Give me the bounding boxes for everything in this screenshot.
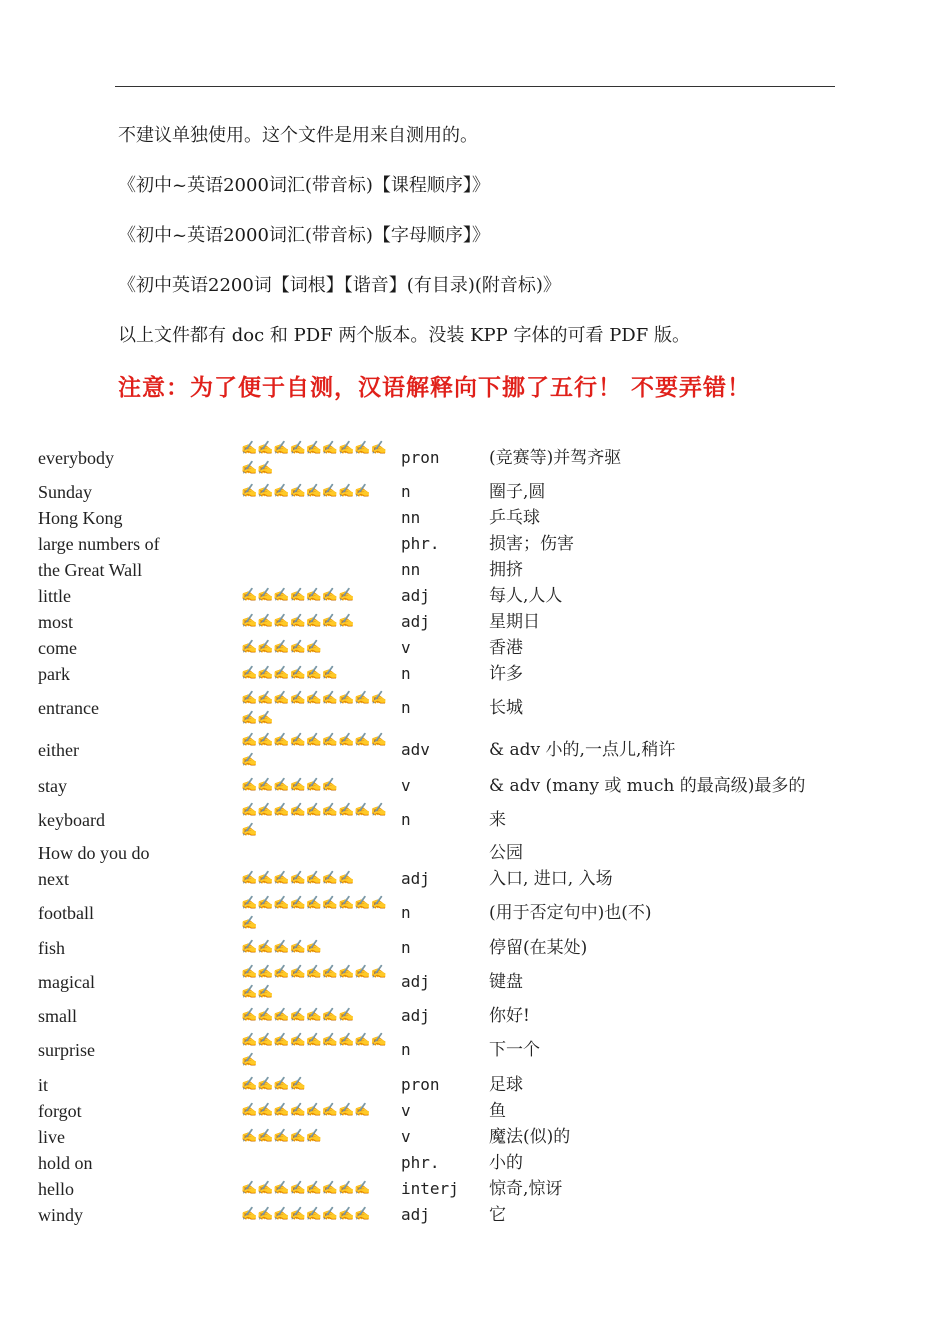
part-of-speech: n <box>401 698 411 717</box>
chinese-meaning: (用于否定句中)也(不) <box>489 903 652 923</box>
english-word: keyboard <box>38 810 105 830</box>
english-word: hold on <box>38 1153 93 1173</box>
part-of-speech: interj <box>401 1179 459 1198</box>
phonetic-placeholder: ✍✍✍✍ <box>241 1077 306 1092</box>
english-word: come <box>38 638 77 658</box>
chinese-meaning: 下一个 <box>489 1040 540 1060</box>
english-word: stay <box>38 776 67 796</box>
phonetic-placeholder: ✍✍✍✍✍ <box>241 1129 322 1144</box>
phonetic-placeholder: ✍✍✍✍✍✍✍✍ <box>241 1181 371 1196</box>
phonetic-placeholder: ✍✍✍✍✍✍✍✍✍✍✍ <box>241 965 387 1000</box>
chinese-meaning: 每人,人人 <box>489 586 563 606</box>
phonetic-placeholder: ✍✍✍✍✍✍✍✍✍✍ <box>241 1033 387 1068</box>
chinese-meaning: 鱼 <box>489 1101 506 1121</box>
part-of-speech: v <box>401 638 411 657</box>
intro-line-2: 《初中~英语2000词汇(带音标)【课程顺序】》 <box>118 175 490 196</box>
part-of-speech: v <box>401 776 411 795</box>
phonetic-placeholder: ✍✍✍✍✍✍✍ <box>241 588 355 603</box>
part-of-speech: nn <box>401 560 421 579</box>
english-word: it <box>38 1075 49 1095</box>
english-word: most <box>38 612 74 632</box>
english-word: fish <box>38 938 65 958</box>
part-of-speech: n <box>401 903 411 922</box>
chinese-meaning: 入口, 进口, 入场 <box>489 869 613 889</box>
phonetic-placeholder: ✍✍✍✍✍✍ <box>241 666 339 681</box>
english-word: little <box>38 586 71 606</box>
phonetic-placeholder: ✍✍✍✍✍✍✍✍✍✍✍ <box>241 691 387 726</box>
chinese-meaning: 它 <box>489 1205 506 1225</box>
chinese-meaning: 长城 <box>489 698 523 718</box>
part-of-speech: n <box>401 810 411 829</box>
part-of-speech: adv <box>401 740 430 759</box>
chinese-meaning: 小的 <box>489 1153 523 1173</box>
chinese-meaning: 星期日 <box>489 612 540 632</box>
part-of-speech: nn <box>401 508 421 527</box>
intro-line-4: 《初中英语2200词【词根】【谐音】(有目录)(附音标)》 <box>118 275 561 296</box>
part-of-speech: adj <box>401 972 430 991</box>
english-word: entrance <box>38 698 99 718</box>
english-word: next <box>38 869 69 889</box>
english-word: the Great Wall <box>38 560 143 580</box>
part-of-speech: adj <box>401 1205 430 1224</box>
intro-line-1: 不建议单独使用。这个文件是用来自测用的。 <box>118 125 478 146</box>
part-of-speech: pron <box>401 1075 440 1094</box>
english-word: Sunday <box>38 482 92 502</box>
english-word: surprise <box>38 1040 95 1060</box>
english-word: magical <box>38 972 95 992</box>
part-of-speech: phr. <box>401 534 440 553</box>
chinese-meaning: 乒乓球 <box>489 508 540 528</box>
english-word: windy <box>38 1205 83 1225</box>
chinese-meaning: 魔法(似)的 <box>489 1127 571 1147</box>
chinese-meaning: (竞赛等)并驾齐驱 <box>489 448 622 468</box>
english-word: small <box>38 1006 77 1026</box>
part-of-speech: n <box>401 1040 411 1059</box>
warning-notice: 注意：为了便于自测，汉语解释向下挪了五行！ 不要弄错！ <box>118 375 752 401</box>
chinese-meaning: 公园 <box>489 843 523 863</box>
phonetic-placeholder: ✍✍✍✍✍✍✍✍ <box>241 1103 371 1118</box>
english-word: forgot <box>38 1101 82 1121</box>
part-of-speech: phr. <box>401 1153 440 1172</box>
phonetic-placeholder: ✍✍✍✍✍✍✍ <box>241 871 355 886</box>
chinese-meaning: 你好! <box>489 1006 530 1026</box>
chinese-meaning: 许多 <box>489 664 523 684</box>
phonetic-placeholder: ✍✍✍✍✍ <box>241 640 322 655</box>
part-of-speech: adj <box>401 869 430 888</box>
intro-line-3: 《初中~英语2000词汇(带音标)【字母顺序】》 <box>118 225 490 246</box>
chinese-meaning: 损害；伤害 <box>489 534 574 554</box>
header-rule <box>115 86 835 87</box>
phonetic-placeholder: ✍✍✍✍✍✍ <box>241 778 339 793</box>
english-word: large numbers of <box>38 534 160 554</box>
part-of-speech: v <box>401 1101 411 1120</box>
part-of-speech: v <box>401 1127 411 1146</box>
part-of-speech: n <box>401 938 411 957</box>
chinese-meaning: 来 <box>489 810 506 830</box>
chinese-meaning: 惊奇,惊讶 <box>489 1179 563 1199</box>
phonetic-placeholder: ✍✍✍✍✍✍✍✍✍✍ <box>241 733 387 768</box>
english-word: How do you do <box>38 843 150 863</box>
chinese-meaning: & adv (many 或 much 的最高级)最多的 <box>489 776 806 796</box>
intro-line-5: 以上文件都有 doc 和 PDF 两个版本。没装 KPP 字体的可看 PDF 版。 <box>118 325 690 346</box>
part-of-speech: n <box>401 482 411 501</box>
english-word: live <box>38 1127 65 1147</box>
chinese-meaning: 键盘 <box>489 972 523 992</box>
phonetic-placeholder: ✍✍✍✍✍✍✍✍✍✍ <box>241 803 387 838</box>
english-word: football <box>38 903 94 923</box>
english-word: either <box>38 740 79 760</box>
part-of-speech: adj <box>401 1006 430 1025</box>
phonetic-placeholder: ✍✍✍✍✍✍✍ <box>241 1008 355 1023</box>
english-word: park <box>38 664 70 684</box>
english-word: everybody <box>38 448 114 468</box>
chinese-meaning: 足球 <box>489 1075 523 1095</box>
phonetic-placeholder: ✍✍✍✍✍✍✍✍ <box>241 1207 371 1222</box>
chinese-meaning: 停留(在某处) <box>489 938 588 958</box>
part-of-speech: adj <box>401 612 430 631</box>
part-of-speech: adj <box>401 586 430 605</box>
phonetic-placeholder: ✍✍✍✍✍✍✍✍✍✍✍ <box>241 441 387 476</box>
part-of-speech: n <box>401 664 411 683</box>
phonetic-placeholder: ✍✍✍✍✍✍✍✍ <box>241 484 371 499</box>
phonetic-placeholder: ✍✍✍✍✍✍✍ <box>241 614 355 629</box>
english-word: Hong Kong <box>38 508 123 528</box>
chinese-meaning: 香港 <box>489 638 523 658</box>
phonetic-placeholder: ✍✍✍✍✍✍✍✍✍✍ <box>241 896 387 931</box>
chinese-meaning: & adv 小的,一点儿,稍许 <box>489 740 676 760</box>
chinese-meaning: 圈子,圆 <box>489 482 546 502</box>
part-of-speech: pron <box>401 448 440 467</box>
phonetic-placeholder: ✍✍✍✍✍ <box>241 940 322 955</box>
chinese-meaning: 拥挤 <box>489 560 523 580</box>
english-word: hello <box>38 1179 74 1199</box>
